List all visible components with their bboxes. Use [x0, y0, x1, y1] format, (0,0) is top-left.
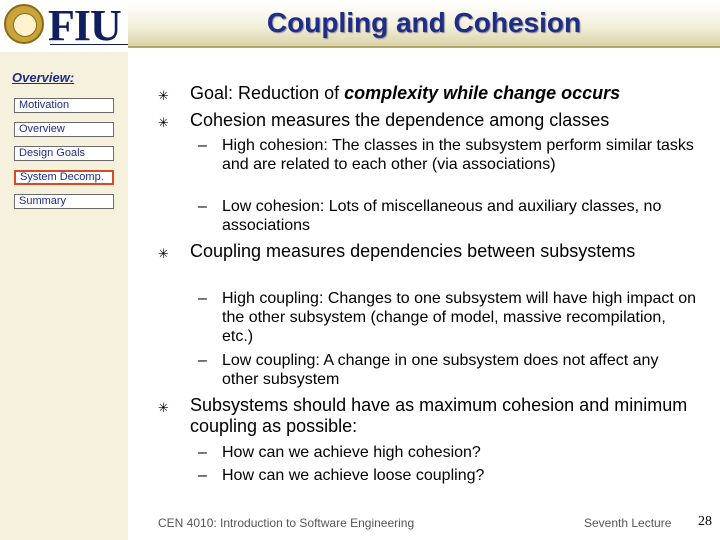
- sub-bullet-text: Low cohesion: Lots of miscellaneous and auxiliary classes, no associations: [222, 198, 662, 234]
- sub-bullet-high-cohesion: [198, 136, 698, 174]
- dash-marker: –: [198, 352, 207, 369]
- sidebar-item-system-decomp[interactable]: System Decomp.: [14, 170, 114, 185]
- slide-title: Coupling and Cohesion: [266, 7, 582, 38]
- bullet-text: Cohesion measures the dependence among classes: [190, 110, 610, 130]
- bullet-text: Goal: Reduction of complexity while change occurs: [190, 83, 621, 103]
- bullet-star-icon: ✳: [158, 88, 169, 103]
- sidebar-item-design-goals[interactable]: Design Goals: [14, 146, 114, 161]
- sub-bullet-low-cohesion: [198, 197, 698, 235]
- dash-marker: –: [198, 467, 207, 484]
- sidebar-item-motivation[interactable]: Motivation: [14, 98, 114, 113]
- footer-lecture: Seventh Lecture: [584, 516, 672, 530]
- sub-bullet-text: How can we achieve high cohesion?: [222, 444, 481, 461]
- bullet-cohesion: [160, 110, 690, 131]
- logo-text: FIU: [48, 1, 121, 50]
- sidebar-item-summary[interactable]: Summary: [14, 194, 114, 209]
- sidebar-heading: Overview:: [12, 70, 75, 85]
- sub-bullet-high-coupling: [198, 289, 698, 346]
- university-logo: [0, 0, 128, 52]
- sub-bullet-text: How can we achieve loose coupling?: [222, 467, 485, 484]
- bullet-star-icon: ✳: [158, 246, 169, 261]
- sub-bullet-question-coupling: [198, 466, 698, 485]
- sub-bullet-text: Low coupling: A change in one subsystem does not affect any other subsystem: [222, 352, 659, 388]
- sidebar: [0, 52, 128, 540]
- sub-bullet-text: High cohesion: The classes in the subsystem perform similar tasks and are related to each other (via associations): [222, 137, 694, 173]
- seal-icon: [4, 4, 44, 44]
- page-number: 28: [698, 514, 712, 529]
- bullet-text: Subsystems should have as maximum cohesion and minimum coupling as possible:: [190, 395, 688, 436]
- dash-marker: –: [198, 198, 207, 215]
- bullet-coupling: [160, 241, 690, 262]
- bullet-star-icon: ✳: [158, 115, 169, 130]
- dash-marker: –: [198, 290, 207, 307]
- sub-bullet-low-coupling: [198, 351, 698, 389]
- bullet-subsystems: [160, 395, 690, 437]
- sub-bullet-question-cohesion: [198, 443, 698, 462]
- dash-marker: –: [198, 137, 207, 154]
- title-bar: [128, 2, 720, 48]
- sub-bullet-text: High coupling: Changes to one subsystem will have high impact on the other subsystem (change of model, massive recompilation, etc.): [222, 290, 697, 345]
- bullet-text: Coupling measures dependencies between subsystems: [190, 241, 636, 261]
- sidebar-item-overview[interactable]: Overview: [14, 122, 114, 137]
- bullet-goal: [160, 83, 690, 104]
- footer-course: CEN 4010: Introduction to Software Engineering: [158, 516, 415, 530]
- bullet-star-icon: ✳: [158, 400, 169, 415]
- dash-marker: –: [198, 444, 207, 461]
- logo-rule: [50, 44, 128, 49]
